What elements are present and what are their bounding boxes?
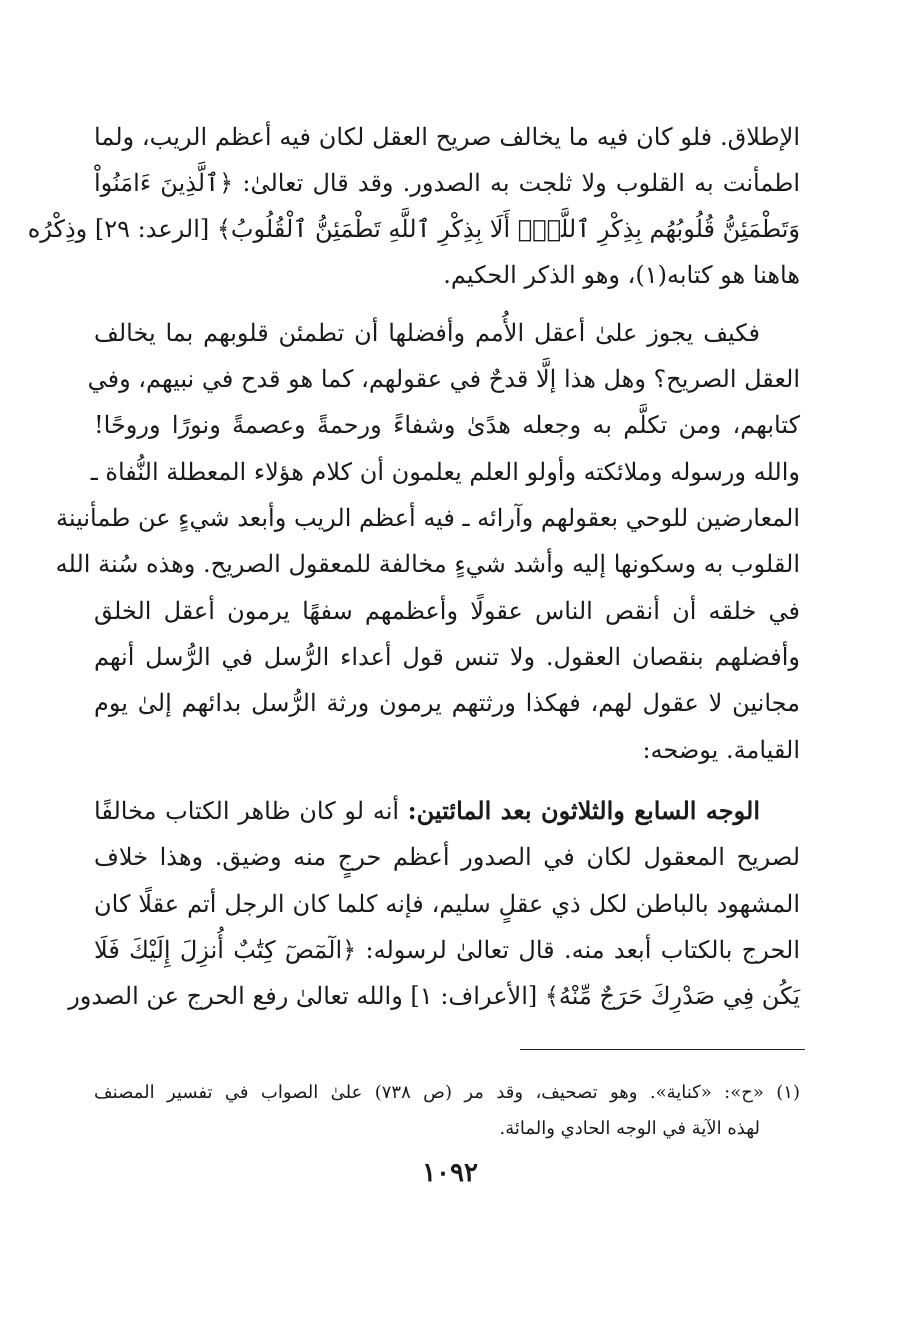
text-line: المعارضين للوحي بعقولهم وآرائه ـ فيه أعظم الريب وأبعد شيءٍ عن طمأنينة [56,504,800,532]
text-line: يَكُن فِي صَدْرِكَ حَرَجٌ مِّنْهُ﴾ [الأعراف: ١] والله تعالىٰ رفع الحرج عن الصدور [68,982,800,1010]
text-line: القيامة. يوضحه: [642,736,800,764]
section-first-text: أنه لو كان ظاهر الكتاب مخالفًا [94,797,400,825]
text-line: كتابهم، ومن تكلَّم به وجعله هدًىٰ وشفاءً ورحمةً وعصمةً ونورًا وروحًا! [94,411,800,439]
text-line: المشهود بالباطن لكل ذي عقلٍ سليم، فإنه كلما كان الرجل أتم عقلًا كان [94,890,800,918]
text-line: وأفضلهم بنقصان العقول. ولا تنس قول أعداء الرُّسل في الرُّسل أنهم [94,643,800,671]
footnote-line: لهذه الآية في الوجه الحادي والمائة. [499,1118,760,1139]
footnote-divider [520,1049,805,1050]
text-line: العقل الصريح؟ وهل هذا إلَّا قدحٌ في عقولهم، كما هو قدح في نبيهم، وفي [87,365,800,393]
page-number: ١٠٩٢ [422,1158,478,1188]
footnote-line: (١) «ح»: «كناية». وهو تصحيف، وقد مر (ص ٧٣٨) علىٰ الصواب في تفسير المصنف [94,1082,800,1103]
text-line: لصريح المعقول لكان في الصدور أعظم حرجٍ منه وضيق. وهذا خلاف [94,843,800,871]
section-first-line [94,792,760,832]
text-line: وَتَطْمَئِنُّ قُلُوبُهُم بِذِكْرِ ٱللَّهِۗ أَلَا بِذِكْرِ ٱللَّهِ تَطْمَئِنُّ ٱلْقُلُوبُ﴾ [الرعد: ٢٩] وذِكْرُه [27,215,800,243]
text-line: مجانين لا عقول لهم، فهكذا ورثتهم يرمون ورثة الرُّسل بدائهم إلىٰ يوم [94,689,801,717]
section-heading: الوجه السابع والثلاثون بعد المائتين: [407,796,760,825]
text-line: فكيف يجوز علىٰ أعقل الأُمم وأفضلها أن تطمئن قلوبهم بما يخالف [94,319,760,347]
text-line: القلوب به وسكونها إليه وأشد شيءٍ مخالفة للمعقول الصريح. وهذه سُنة الله [55,550,800,578]
text-line: في خلقه أن أنقص الناس عقولًا وأعظمهم سفهًا يرمون أعقل الخلق [94,597,800,625]
text-line: الإطلاق. فلو كان فيه ما يخالف صريح العقل لكان فيه أعظم الريب، ولما [94,123,800,151]
text-line: والله ورسوله وملائكته وأولو العلم يعلمون أن كلام هؤلاء المعطلة النُّفاة ـ [90,458,800,486]
text-line: اطمأنت به القلوب ولا ثلجت به الصدور. وقد قال تعالىٰ: ﴿ٱلَّذِينَ ءَامَنُواْ [94,169,801,197]
text-line: الحرج بالكتاب أبعد منه. قال تعالىٰ لرسوله: ﴿الٓمٓصٓ كِتَٰبٌ أُنزِلَ إِلَيْكَ فَلَا [94,936,800,964]
text-line: هاهنا هو كتابه(١)، وهو الذكر الحكيم. [443,261,800,289]
